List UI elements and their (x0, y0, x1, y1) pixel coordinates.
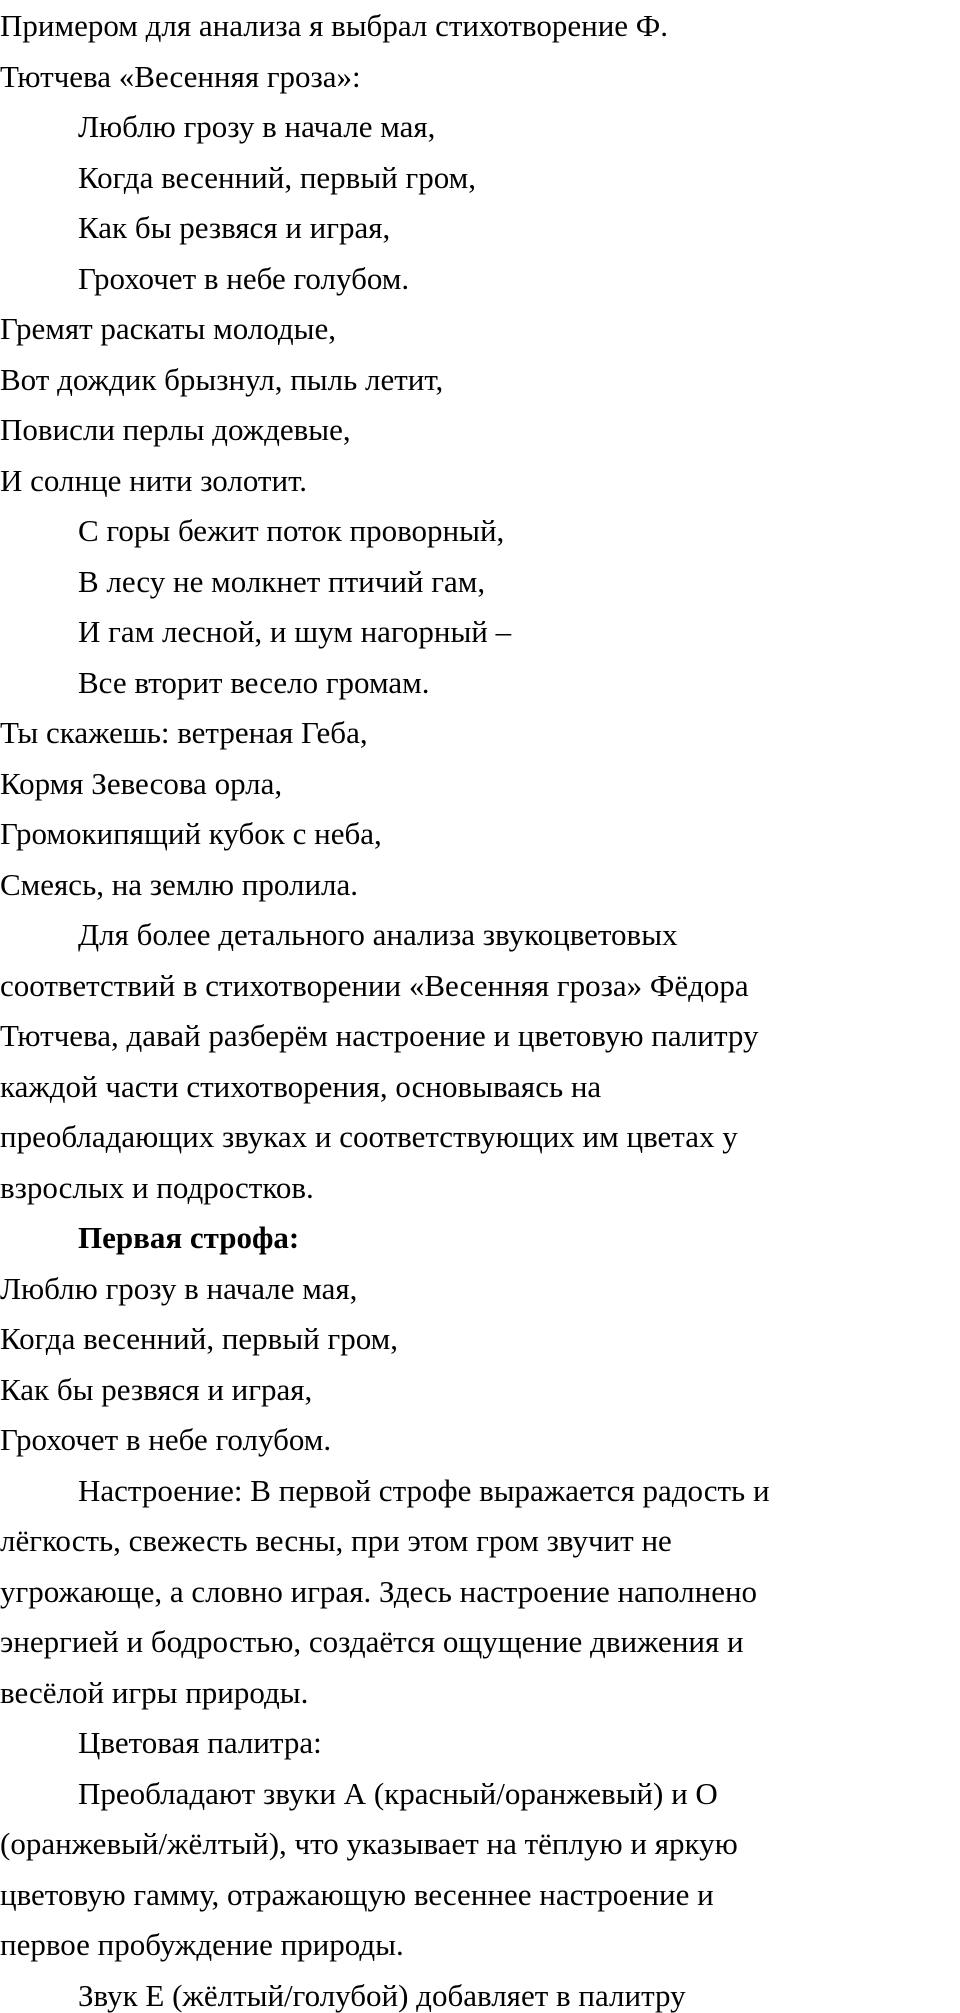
stanza-line: Грохочет в небе голубом. (0, 1422, 332, 1457)
stanza-line: Когда весенний, первый гром, (0, 1321, 398, 1356)
mood-line: весёлой игры природы. (0, 1675, 309, 1710)
palette-line: Преобладают звуки А (красный/оранжевый) и О (78, 1776, 718, 1811)
poem-line: С горы бежит поток проворный, (78, 513, 505, 548)
poem-line: Смеясь, на землю пролила. (0, 867, 359, 902)
analysis-line: Для более детального анализа звукоцветовых (78, 917, 678, 952)
analysis-line: взрослых и подростков. (0, 1170, 314, 1205)
analysis-line: соответствий в стихотворении «Весенняя гроза» Фёдора (0, 968, 749, 1003)
stanza-line: Люблю грозу в начале мая, (0, 1271, 358, 1306)
poem-line: Ты скажешь: ветреная Геба, (0, 715, 368, 750)
mood-line: Настроение: В первой строфе выражается радость и (78, 1473, 770, 1508)
poem-line: Гремят раскаты молодые, (0, 311, 336, 346)
mood-line: угрожающе, а словно играя. Здесь настроение наполнено (0, 1574, 758, 1609)
poem-line: Когда весенний, первый гром, (78, 160, 476, 195)
poem-line: Люблю грозу в начале мая, (78, 109, 436, 144)
palette-line: цветовую гамму, отражающую весеннее настроение и (0, 1877, 714, 1912)
analysis-line: преобладающих звуках и соответствующих им цветах у (0, 1119, 738, 1154)
palette-line: первое пробуждение природы. (0, 1927, 404, 1962)
poem-line: Грохочет в небе голубом. (78, 261, 410, 296)
poem-line: Повисли перлы дождевые, (0, 412, 351, 447)
analysis-line: Тютчева, давай разберём настроение и цветовую палитру (0, 1018, 759, 1053)
poem-line: И солнце нити золотит. (0, 463, 308, 498)
poem-line: Кормя Зевесова орла, (0, 766, 283, 801)
palette-line: (оранжевый/жёлтый), что указывает на тёплую и яркую (0, 1826, 738, 1861)
poem-line: Громокипящий кубок с неба, (0, 816, 382, 851)
poem-line: И гам лесной, и шум нагорный – (78, 614, 512, 649)
poem-line: Вот дождик брызнул, пыль летит, (0, 362, 444, 397)
mood-line: энергией и бодростью, создаётся ощущение движения и (0, 1624, 744, 1659)
poem-line: В лесу не молкнет птичий гам, (78, 564, 486, 599)
poem-line: Как бы резвяся и играя, (78, 210, 391, 245)
palette-heading: Цветовая палитра: (78, 1725, 322, 1760)
poem-line: Все вторит весело громам. (78, 665, 430, 700)
intro-line: Тютчева «Весенняя гроза»: (0, 59, 361, 94)
intro-line: Примером для анализа я выбрал стихотворение Ф. (0, 8, 669, 43)
stanza-line: Как бы резвяся и играя, (0, 1372, 313, 1407)
palette-line: Звук Е (жёлтый/голубой) добавляет в палитру (78, 1978, 686, 2013)
stanza-heading: Первая строфа: (78, 1220, 300, 1255)
mood-line: лёгкость, свежесть весны, при этом гром звучит не (0, 1523, 672, 1558)
analysis-line: каждой части стихотворения, основываясь на (0, 1069, 602, 1104)
